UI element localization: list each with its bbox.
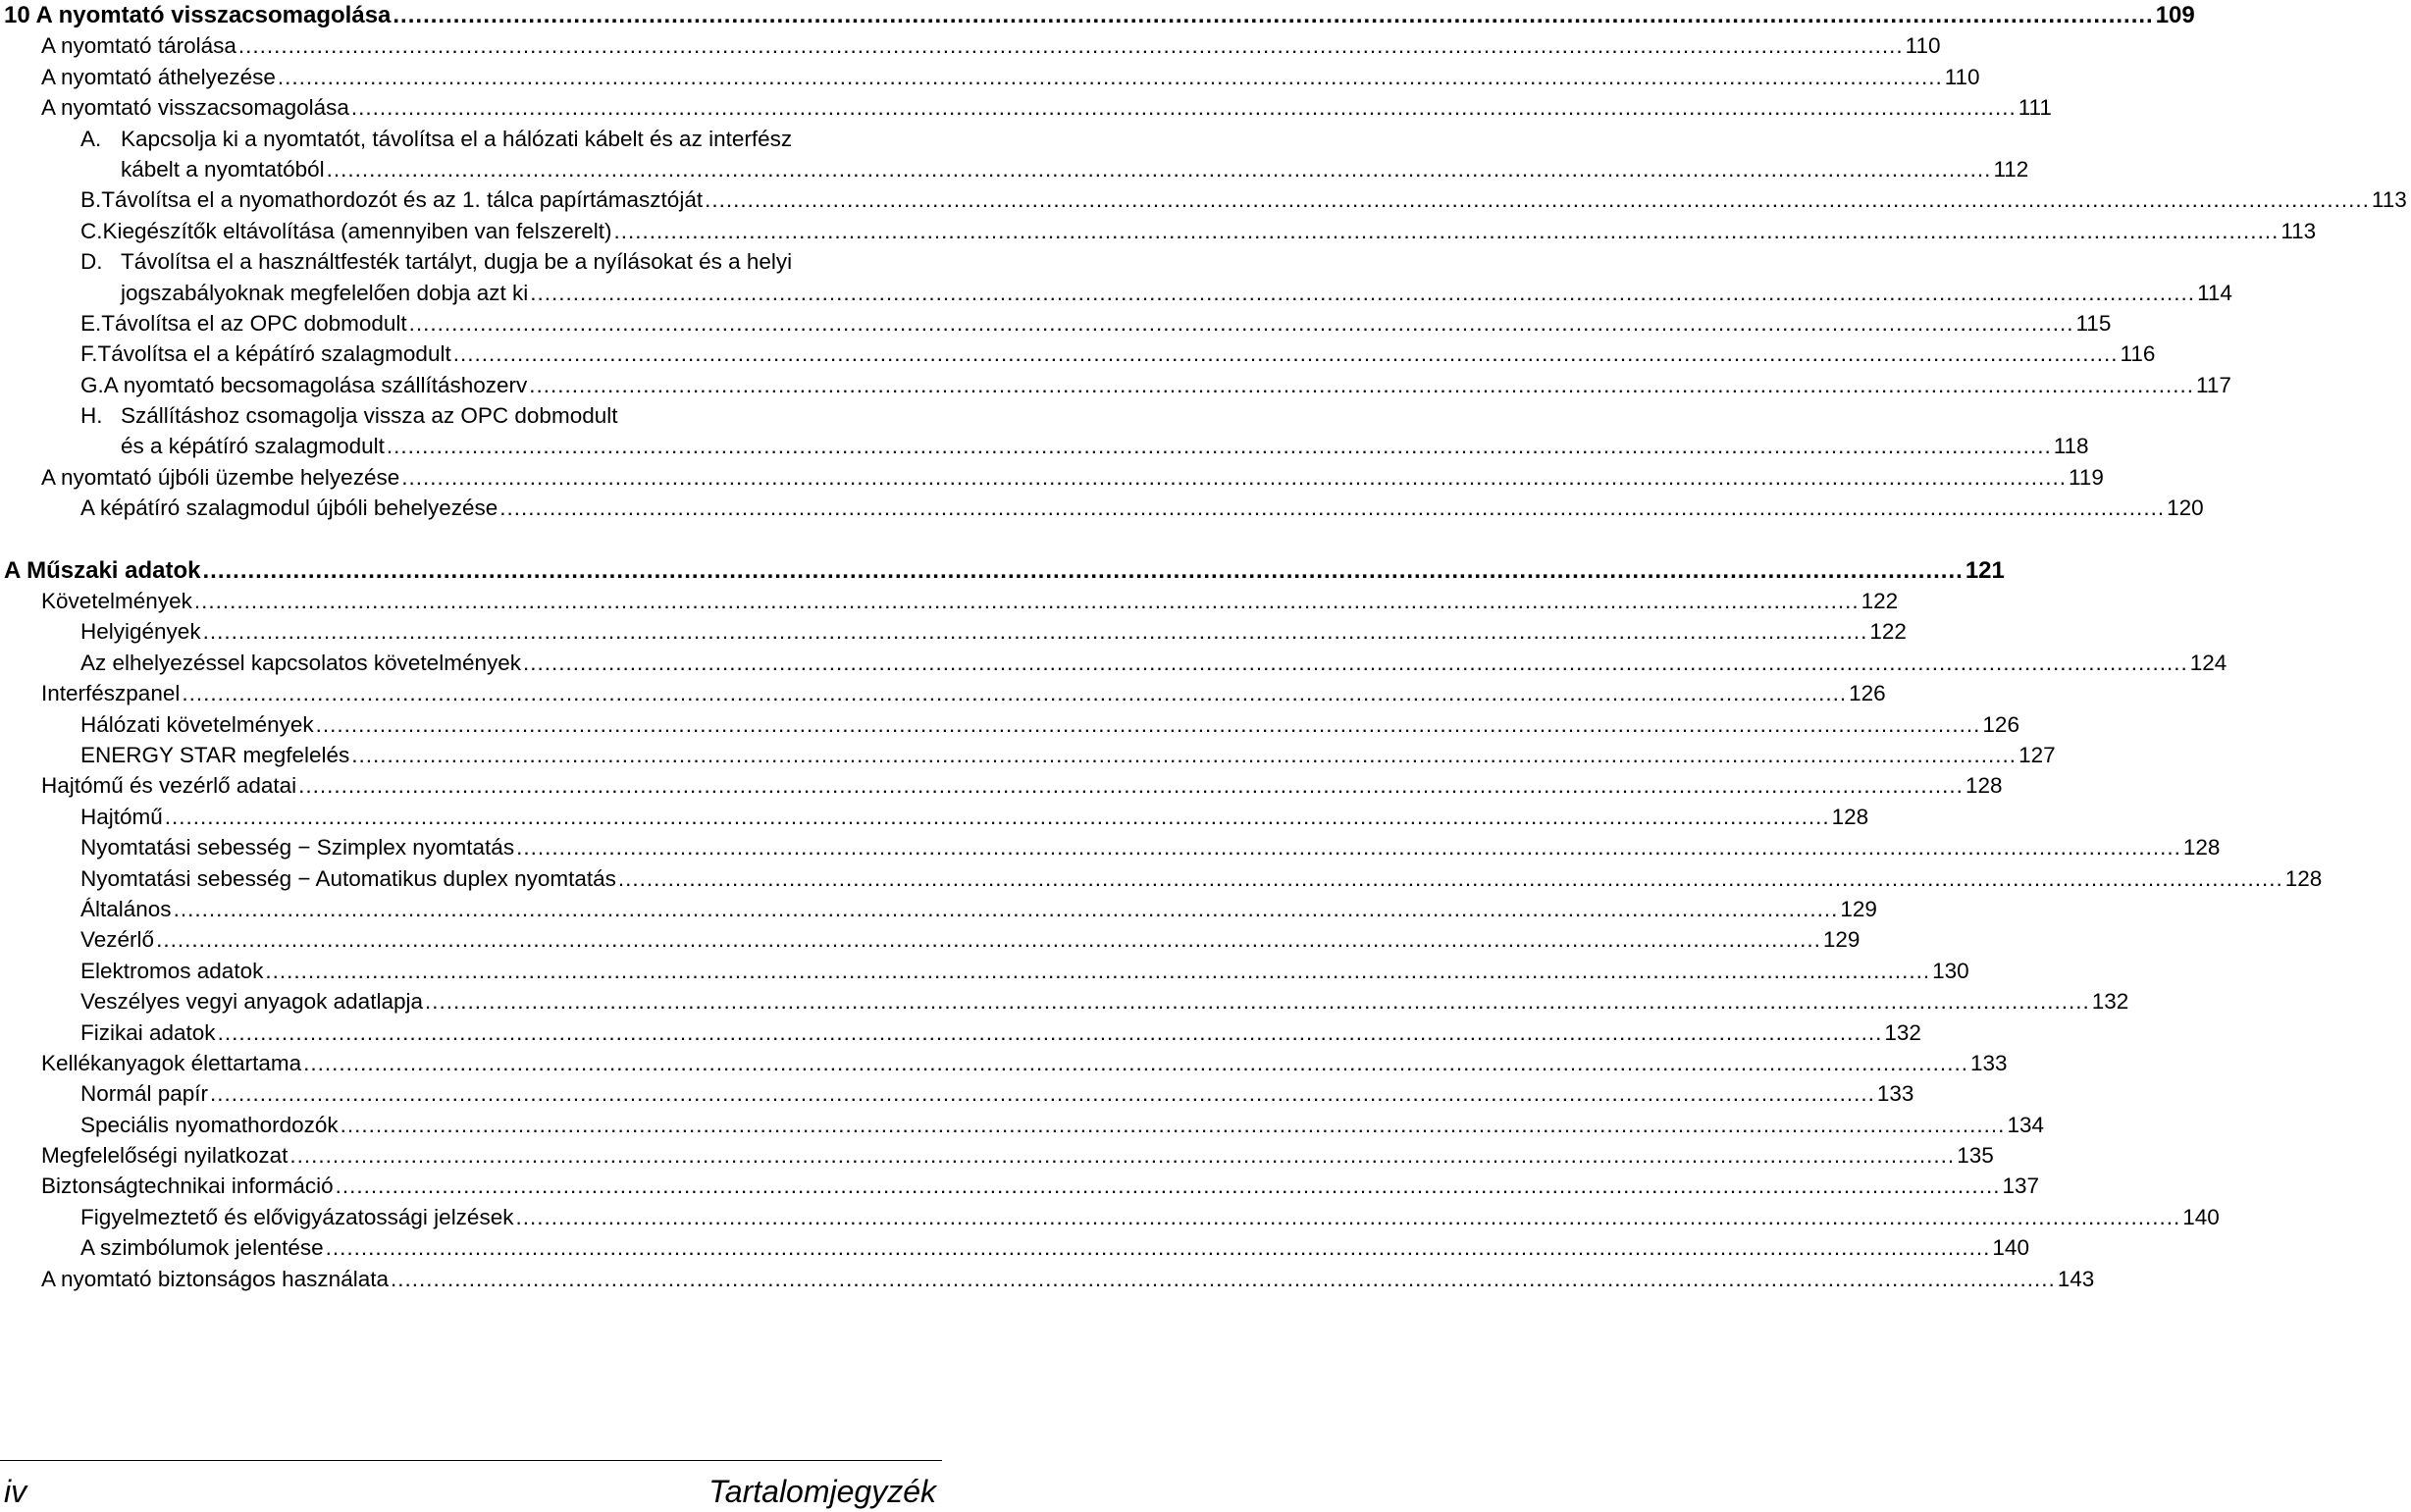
toc-page-number: 134 — [2007, 1112, 2044, 1137]
toc-entry-label: B. — [80, 187, 102, 213]
toc-entry-text: ENERGY STAR megfelelés — [80, 742, 350, 767]
toc-entry[interactable] — [0, 956, 1969, 986]
toc-page-number: 121 — [1965, 556, 2005, 584]
toc-page-number: 119 — [2069, 464, 2104, 490]
toc-entry[interactable] — [0, 1078, 1914, 1109]
toc-entry[interactable] — [0, 431, 2089, 461]
toc-entry-label: H. — [80, 403, 103, 429]
dot-leader — [303, 1048, 1968, 1078]
toc-entry[interactable] — [0, 493, 2204, 523]
dot-leader — [316, 709, 1981, 740]
dot-leader — [265, 956, 1930, 986]
toc-entry-text: Szállításhoz csomagolja vissza az OPC dobmodult — [121, 403, 618, 429]
dot-leader — [529, 370, 2194, 400]
dot-leader — [614, 216, 2280, 246]
toc-entry[interactable] — [0, 709, 2019, 740]
toc-entry-text: Hajtómű és vezérlő adatai — [41, 773, 297, 799]
toc-entry-text: jogszabályoknak megfelelően dobja azt ki — [121, 280, 529, 305]
dot-leader — [341, 1110, 2006, 1140]
section-gap — [0, 524, 942, 555]
toc-entry[interactable] — [0, 616, 1907, 647]
dot-leader — [516, 832, 2181, 862]
toc-entry-text: A nyomtató áthelyezése — [41, 64, 276, 89]
toc-entry-text: A képátíró szalagmodul újbóli behelyezése — [80, 495, 498, 521]
toc-entry[interactable] — [0, 924, 1861, 955]
toc-page-number: 130 — [1932, 958, 1969, 983]
toc-entry[interactable] — [0, 1048, 2008, 1078]
toc-entry[interactable] — [0, 0, 2195, 30]
toc-page-number: 128 — [1831, 804, 1869, 829]
toc-entry[interactable] — [0, 1110, 2044, 1140]
toc-entry-label: A. — [80, 126, 102, 151]
toc-entry[interactable] — [0, 62, 1980, 92]
toc-page-number: 117 — [2196, 372, 2231, 397]
dot-leader — [289, 1140, 1955, 1171]
toc-entry-text: és a képátíró szalagmodult — [121, 434, 385, 459]
toc-page-number: 124 — [2189, 650, 2228, 675]
toc-entry-text: A nyomtató tárolása — [41, 33, 236, 59]
toc-entry[interactable] — [0, 216, 2317, 246]
toc-page-number: 114 — [2197, 280, 2232, 305]
footer-title: Tartalomjegyzék — [708, 1474, 936, 1509]
toc-page-number: 129 — [1822, 927, 1861, 953]
toc-entry[interactable] — [0, 339, 2156, 369]
toc-entry[interactable] — [0, 894, 1877, 924]
toc-entry-text: Veszélyes vegyi anyagok adatlapja — [80, 989, 423, 1015]
toc-page-number: 127 — [2018, 742, 2056, 767]
toc-entry[interactable] — [0, 370, 2231, 400]
toc-page-number: 110 — [1944, 64, 1980, 89]
dot-leader — [499, 493, 2165, 523]
toc-entry[interactable] — [0, 154, 2029, 184]
dot-leader — [453, 339, 2119, 369]
toc-entry[interactable] — [0, 648, 2228, 678]
dot-leader — [182, 678, 1847, 708]
toc-entry-text: Normál papír — [80, 1081, 209, 1107]
toc-entry[interactable] — [0, 92, 2052, 123]
toc-entry-text: A szimbólumok jelentése — [80, 1235, 324, 1261]
toc-entry[interactable] — [0, 770, 2003, 801]
toc-entry[interactable] — [0, 184, 2407, 215]
toc-entry-text: Távolítsa el a használtfesték tartályt, dugja be a nyílásokat és a helyi — [121, 249, 793, 275]
toc-entry[interactable] — [0, 863, 2323, 894]
toc-entry-text: Biztonságtechnikai információ — [41, 1173, 334, 1199]
toc-entry-text: Távolítsa el a képátíró szalagmodult — [97, 341, 451, 367]
toc-entry-text: Nyomtatási sebesség − Szimplex nyomtatás — [80, 835, 515, 860]
toc-page-number: 126 — [1982, 711, 2019, 737]
dot-leader — [156, 924, 1821, 955]
dot-leader — [203, 616, 1868, 647]
dot-leader — [618, 863, 2283, 894]
toc-page-number: 135 — [1957, 1143, 1994, 1169]
toc-page-number: 116 — [2120, 341, 2156, 367]
toc-entry-text: Fizikai adatok — [80, 1019, 216, 1045]
toc-entry[interactable] — [0, 308, 2112, 339]
toc-page-number: 115 — [2075, 310, 2112, 336]
toc-page-number: 126 — [1849, 681, 1886, 706]
toc-entry[interactable] — [0, 278, 2232, 308]
footer-rule — [0, 1460, 942, 1461]
toc-entry-text: Távolítsa el az OPC dobmodult — [101, 310, 407, 336]
dot-leader — [425, 986, 2090, 1017]
toc-entry-text: Távolítsa el a nyomathordozót és az 1. tálca papírtámasztóját — [101, 187, 704, 213]
toc-entry-text: Figyelmeztető és elővigyázatossági jelzések — [80, 1204, 514, 1229]
toc-entry-text: A Műszaki adatok — [4, 556, 201, 584]
toc-entry-text: A nyomtató újbóli üzembe helyezése — [41, 464, 400, 490]
toc-entry[interactable] — [0, 986, 2129, 1017]
toc-page-number: 133 — [1876, 1081, 1914, 1107]
toc-page-number: 140 — [2182, 1204, 2220, 1229]
toc-entry-label: G. — [80, 372, 104, 397]
dot-leader — [705, 184, 2370, 215]
toc-page-number: 112 — [1993, 156, 2029, 182]
toc-entry[interactable] — [0, 740, 2056, 770]
dot-leader — [351, 92, 2017, 123]
toc-entry-text: Követelmények — [41, 589, 192, 614]
toc-entry-text: A nyomtató biztonságos használata — [41, 1266, 389, 1291]
toc-entry[interactable] — [0, 1232, 2029, 1263]
toc-page-number: 128 — [1965, 773, 2003, 799]
dot-leader — [210, 1078, 1875, 1109]
toc-entry-text: A nyomtató becsomagolása szállításhozerv — [103, 372, 528, 397]
toc-entry[interactable] — [0, 802, 1869, 832]
toc-page-number: 122 — [1869, 619, 1907, 645]
toc-entry-text: Kapcsolja ki a nyomtatót, távolítsa el a hálózati kábelt és az interfész — [121, 126, 793, 151]
toc-entry[interactable] — [0, 832, 2221, 862]
toc-entry[interactable] — [0, 1171, 2039, 1201]
toc-page-number: 137 — [2002, 1173, 2039, 1199]
toc-page-number: 111 — [2018, 95, 2052, 121]
dot-leader — [409, 308, 2074, 339]
toc-entry-text: Elektromos adatok — [80, 958, 264, 983]
toc-entry[interactable] — [0, 555, 2005, 586]
dot-leader — [278, 62, 1943, 92]
toc-entry-text: Kiegészítők eltávolítása (amennyiben van felszerelt) — [102, 218, 612, 243]
toc-page-number: 129 — [1840, 896, 1877, 921]
toc-entry[interactable] — [0, 1264, 2095, 1294]
toc-entry-text: Nyomtatási sebesség − Automatikus duplex nyomtatás — [80, 865, 616, 891]
dot-leader — [393, 0, 2153, 30]
toc-entry-label: C. — [80, 218, 103, 243]
toc-entry-text: Vezérlő — [80, 927, 155, 953]
toc-entry-text: Helyigények — [80, 619, 201, 645]
toc-page-number: 128 — [2182, 835, 2221, 860]
toc-page-number: 113 — [2280, 218, 2317, 243]
toc-entry-label: F. — [80, 341, 98, 367]
dot-leader — [194, 586, 1860, 616]
dot-leader — [401, 462, 2067, 493]
dot-leader — [218, 1017, 1883, 1048]
toc-entry-text: 10 A nyomtató visszacsomagolása — [4, 2, 392, 28]
toc-page-number: 132 — [2091, 989, 2129, 1015]
dot-leader — [203, 555, 1964, 586]
toc-entry-line — [0, 246, 942, 277]
toc-page-number: 133 — [1969, 1050, 2008, 1075]
toc-page-number: 118 — [2053, 434, 2089, 459]
toc-entry-text: A nyomtató visszacsomagolása — [41, 95, 349, 121]
toc-entry[interactable] — [0, 678, 1886, 708]
toc-page-number: 120 — [2167, 495, 2204, 521]
toc-entry[interactable] — [0, 1202, 2220, 1232]
toc-entry-text: Megfelelőségi nyilatkozat — [41, 1143, 288, 1169]
toc-entry-label: E. — [80, 310, 102, 336]
dot-leader — [327, 154, 1992, 184]
dot-leader — [165, 802, 1830, 832]
toc-entry-text: kábelt a nyomtatóból — [121, 156, 325, 182]
toc-entry-line — [0, 124, 942, 154]
toc-page-number: 128 — [2284, 865, 2323, 891]
toc-page-number: 109 — [2155, 2, 2195, 28]
toc-entry[interactable] — [0, 462, 2104, 493]
toc-page-number: 143 — [2057, 1266, 2095, 1291]
dot-leader — [298, 770, 1964, 801]
dot-leader — [530, 278, 2195, 308]
toc-entry[interactable] — [0, 30, 1941, 61]
dot-leader — [391, 1264, 2056, 1294]
toc-page-number: 132 — [1884, 1019, 1921, 1045]
toc-entry-text: Általános — [80, 896, 172, 921]
toc-entry-text: Kellékanyagok élettartama — [41, 1050, 302, 1075]
toc-page-number: 110 — [1905, 33, 1941, 59]
toc-entry-line — [0, 400, 942, 431]
toc-page-number: 113 — [2371, 187, 2407, 213]
dot-leader — [515, 1202, 2180, 1232]
dot-leader — [174, 894, 1839, 924]
toc-entry[interactable] — [0, 1017, 1921, 1048]
toc-entry-text: Hálózati követelmények — [80, 711, 314, 737]
dot-leader — [387, 431, 2052, 461]
toc-entry-text: Speciális nyomathordozók — [80, 1112, 339, 1137]
dot-leader — [326, 1232, 1991, 1263]
toc-page-number: 122 — [1861, 589, 1899, 614]
dot-leader — [336, 1171, 2001, 1201]
toc-entry-text: Hajtómű — [80, 804, 163, 829]
page-number: iv — [4, 1474, 27, 1509]
toc-entry-text: Interfészpanel — [41, 681, 181, 706]
toc-entry-label: D. — [80, 249, 103, 275]
toc-entry[interactable] — [0, 1140, 1994, 1171]
dot-leader — [238, 30, 1904, 61]
toc-entry[interactable] — [0, 586, 1899, 616]
toc-entry-text: Az elhelyezéssel kapcsolatos követelmények — [80, 650, 521, 675]
dot-leader — [523, 648, 2188, 678]
dot-leader — [351, 740, 2017, 770]
toc-page-number: 140 — [1992, 1235, 2029, 1261]
